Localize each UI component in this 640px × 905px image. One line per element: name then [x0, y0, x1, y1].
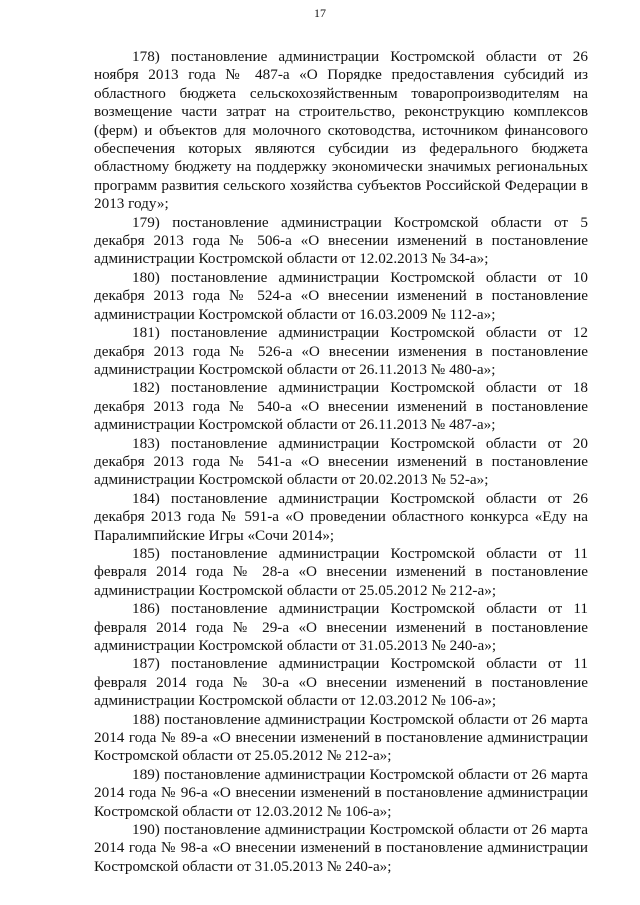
page-number: 17 [314, 6, 326, 20]
list-item-185: 185) постановление администрации Костромской области от 11 февраля 2014 года № 28-а «О внесении изменений в постановление администрации Костромской области от 25.05.2012 № 212-а»; [94, 544, 588, 599]
document-body [94, 48, 588, 876]
list-item-190: 190) постановление администрации Костромской области от 26 марта 2014 года № 98-а «О внесении изменений в постановление администрации Костромской области от 31.05.2013 № 240-а»; [94, 821, 588, 875]
list-item-184: 184) постановление администрации Костромской области от 26 декабря 2013 года № 591-а «О проведении областного конкурса «Еду на Паралимпийские Игры «Сочи 2014»; [94, 489, 588, 544]
list-item-189: 189) постановление администрации Костромской области от 26 марта 2014 года № 96-а «О внесении изменений в постановление администрации Костромской области от 12.03.2012 № 106-а»; [94, 765, 588, 820]
list-item-178: 178) постановление администрации Костромской области от 26 ноября 2013 года № 487-а «О Порядке предоставления субсидий из областного бюджета сельскохозяйственным товаропроизводителям на возмещение части затрат на строительство, реконструкцию комплексов (ферм) и объектов для молочного скотоводства, источником финансового обеспечения которых являются субсидии из федерального бюджета областному бюджету на поддержку экономически значимых региональных программ развития сельского хозяйства субъектов Российской Федерации в 2013 году»; [94, 48, 588, 213]
list-item-183: 183) постановление администрации Костромской области от 20 декабря 2013 года № 541-а «О внесении изменений в постановление администрации Костромской области от 20.02.2013 № 52-а»; [94, 434, 588, 489]
list-item-186: 186) постановление администрации Костромской области от 11 февраля 2014 года № 29-а «О внесении изменений в постановление администрации Костромской области от 31.05.2013 № 240-а»; [94, 600, 588, 654]
list-item-188: 188) постановление администрации Костромской области от 26 марта 2014 года № 89-а «О внесении изменений в постановление администрации Костромской области от 25.05.2012 № 212-а»; [94, 710, 588, 765]
list-item-182: 182) постановление администрации Костромской области от 18 декабря 2013 года № 540-а «О внесении изменений в постановление администрации Костромской области от 26.11.2013 № 487-а»; [94, 379, 588, 434]
list-item-180: 180) постановление администрации Костромской области от 10 декабря 2013 года № 524-а «О внесении изменений в постановление администрации Костромской области от 16.03.2009 № 112-а»; [94, 268, 588, 323]
list-item-187: 187) постановление администрации Костромской области от 11 февраля 2014 года № 30-а «О внесении изменений в постановление администрации Костромской области от 12.03.2012 № 106-а»; [94, 655, 588, 710]
list-item-181: 181) постановление администрации Костромской области от 12 декабря 2013 года № 526-а «О внесении изменения в постановление администрации Костромской области от 26.11.2013 № 480-а»; [94, 324, 588, 378]
list-item-179: 179) постановление администрации Костромской области от 5 декабря 2013 года № 506-а «О внесении изменений в постановление администрации Костромской области от 12.02.2013 № 34-а»; [94, 213, 588, 268]
